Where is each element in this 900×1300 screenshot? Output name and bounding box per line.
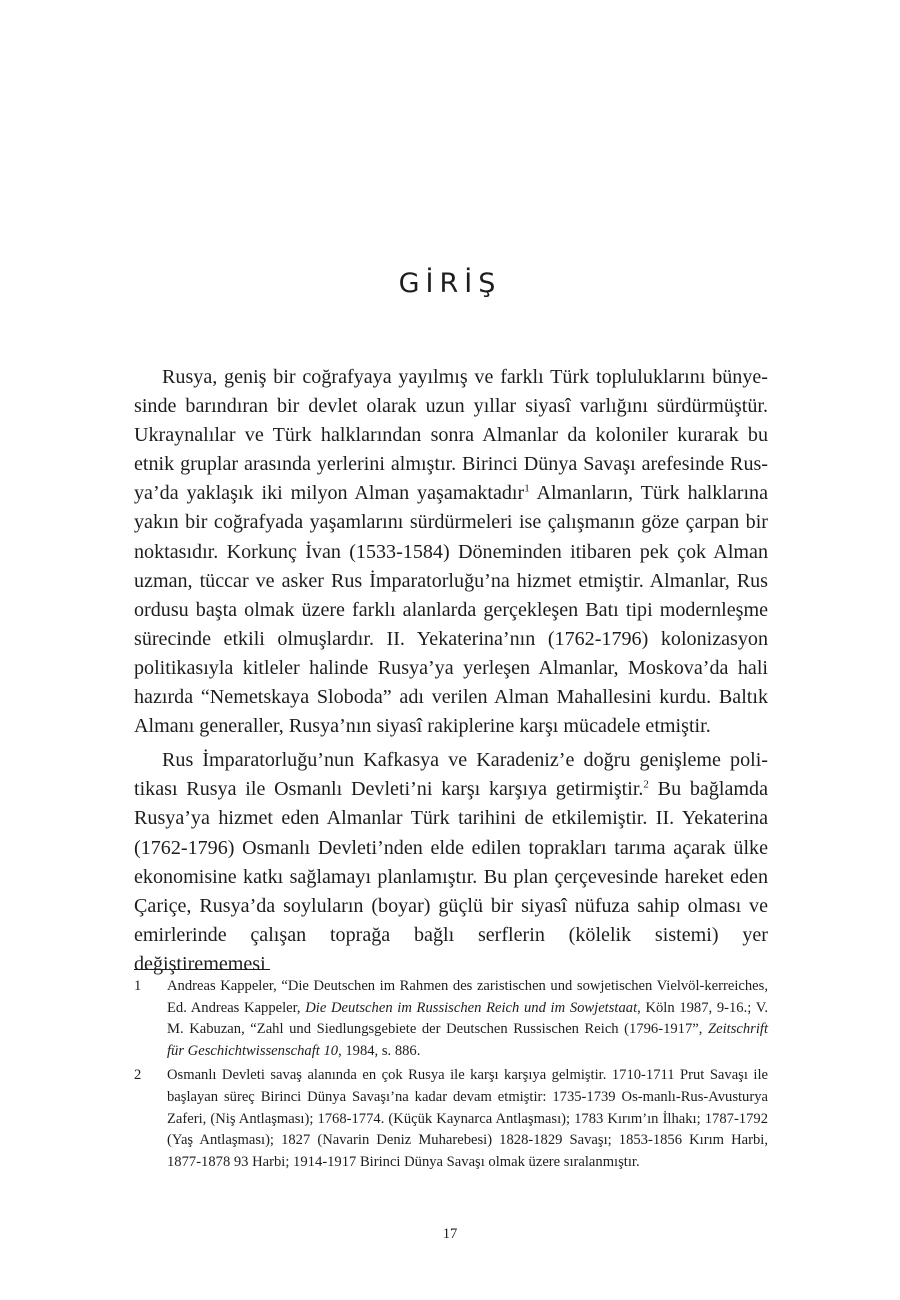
paragraph-1-text-b: Almanların, Türk halklarına yakın bir coğrafyada yaşamlarını sürdürmeleri ise çalışmanın göze çarpan bir noktasıdır. Korkunç İvan (1533-1584) Döneminden itibaren pek çok Alman uzman, tüccar ve asker Rus İmparatorluğu’na hizmet etmiştir. Almanlar, Rus ordusu başta olmak üzere farklı alanlarda gerçekleşen Batı tipi modernleşme sürecinde etkili olmuşlardır. II. Yekaterina’nın (1762-1796) kolonizasyon politikasıyla kitleler halinde Rusya’ya yerleşen Almanlar, Moskova’da hali hazırda “Nemetskaya Sloboda” adı verilen Alman Mahallesini kurdu. Baltık Almanı generaller, Rusya’nın siyasî rakiplerine karşı mücadele etmiştir. bbox=[134, 482, 768, 738]
body-text bbox=[134, 363, 768, 979]
footnote-ref-2[interactable]: 2 bbox=[643, 778, 649, 791]
footnote-number: 2 bbox=[134, 1067, 142, 1084]
footnote-1 bbox=[134, 976, 768, 1062]
footnote-number: 1 bbox=[134, 978, 142, 994]
footnote-journal-italic: Zeitschrift für Geschichtwissenschaft 10 bbox=[167, 1021, 768, 1059]
paragraph-2-text-b: Bu bağlamda Rusya’ya hizmet eden Almanlar Türk tarihini de etkilemiştir. II. Yekaterina (1762-1796) Osmanlı Devleti’nden elde edilen toprakları tarıma açarak ülke ekonomisine katkı sağlamayı planlamıştır. Bu plan çerçevesinde hareket eden Çariçe, Rusya’da soyluların (boyar) güçlü bir siyasî nüfuza sahip olması ve emirlerinde çalışan toprağa bağlı serflerin (kölelik sistemi) yer değiştirememesi bbox=[134, 778, 768, 975]
footnote-title-italic: Die Deutschen im Russischen Reich und im Sowjetstaat bbox=[305, 999, 638, 1016]
footnote-text: Andreas Kappeler, “Die Deutschen im Rahmen des zaristischen und sowjetischen Vielvöl-kerreiches, Ed. Andreas Kappeler, bbox=[167, 978, 768, 1016]
footnote-2 bbox=[134, 1065, 768, 1173]
footnote-text: , Köln 1987, 9-16.; V. M. Kabuzan, “Zahl und Siedlungsgebiete der Deutschen Russischen Reich (1796-1917”, bbox=[167, 999, 769, 1038]
footnote-ref-1[interactable]: 1 bbox=[524, 482, 530, 495]
paragraph-2 bbox=[134, 746, 768, 979]
paragraph-1 bbox=[134, 363, 768, 741]
paragraph-1-text-a: Rusya, geniş bir coğrafyaya yayılmış ve farklı Türk topluluklarını bünye-sinde barındıran bir devlet olarak uzun yıllar siyasî varlığını sürdürmüştür. Ukraynalılar ve Türk halklarından sonra Almanlar da koloniler kurarak bu etnik gruplar arasında yerlerini almıştır. Birinci Dünya Savaşı arefesinde Rus-ya’da yaklaşık iki milyon Alman yaşamaktadır bbox=[134, 366, 768, 505]
paragraph-2-text-a: Rus İmparatorluğu’nun Kafkasya ve Karadeniz’e doğru genişleme poli-tikası Rusya ile Osmanlı Devleti’ni karşı karşıya getirmiştir. bbox=[134, 749, 768, 801]
chapter-title: GİRİŞ bbox=[398, 268, 502, 299]
footnote-text: , 1984, s. 886. bbox=[338, 1042, 421, 1059]
footnote-text: Osmanlı Devleti savaş alanında en çok Rusya ile karşı karşıya gelmiştir. 1710-1711 Prut Savaşı ile başlayan süreç Birinci Dünya Savaşı’na kadar devam etmiştir: 1735-1739 Os-manlı-Rus-Avusturya Zaferi, (Niş Antlaşması); 1768-1774. (Küçük Kaynarca Antlaşması); 1783 Kırım’ın İlhakı; 1787-1792 (Yaş Antlaşması); 1827 (Navarin Deniz Muharebesi) 1828-1829 Savaşı; 1853-1856 Kırım Harbi, 1877-1878 93 Harbi; 1914-1917 Birinci Dünya Savaşı olmak üzere sıralanmıştır. bbox=[167, 1067, 768, 1170]
page-number: 17 bbox=[442, 1226, 458, 1242]
footnote-divider bbox=[134, 969, 270, 970]
footnotes bbox=[134, 976, 768, 1173]
